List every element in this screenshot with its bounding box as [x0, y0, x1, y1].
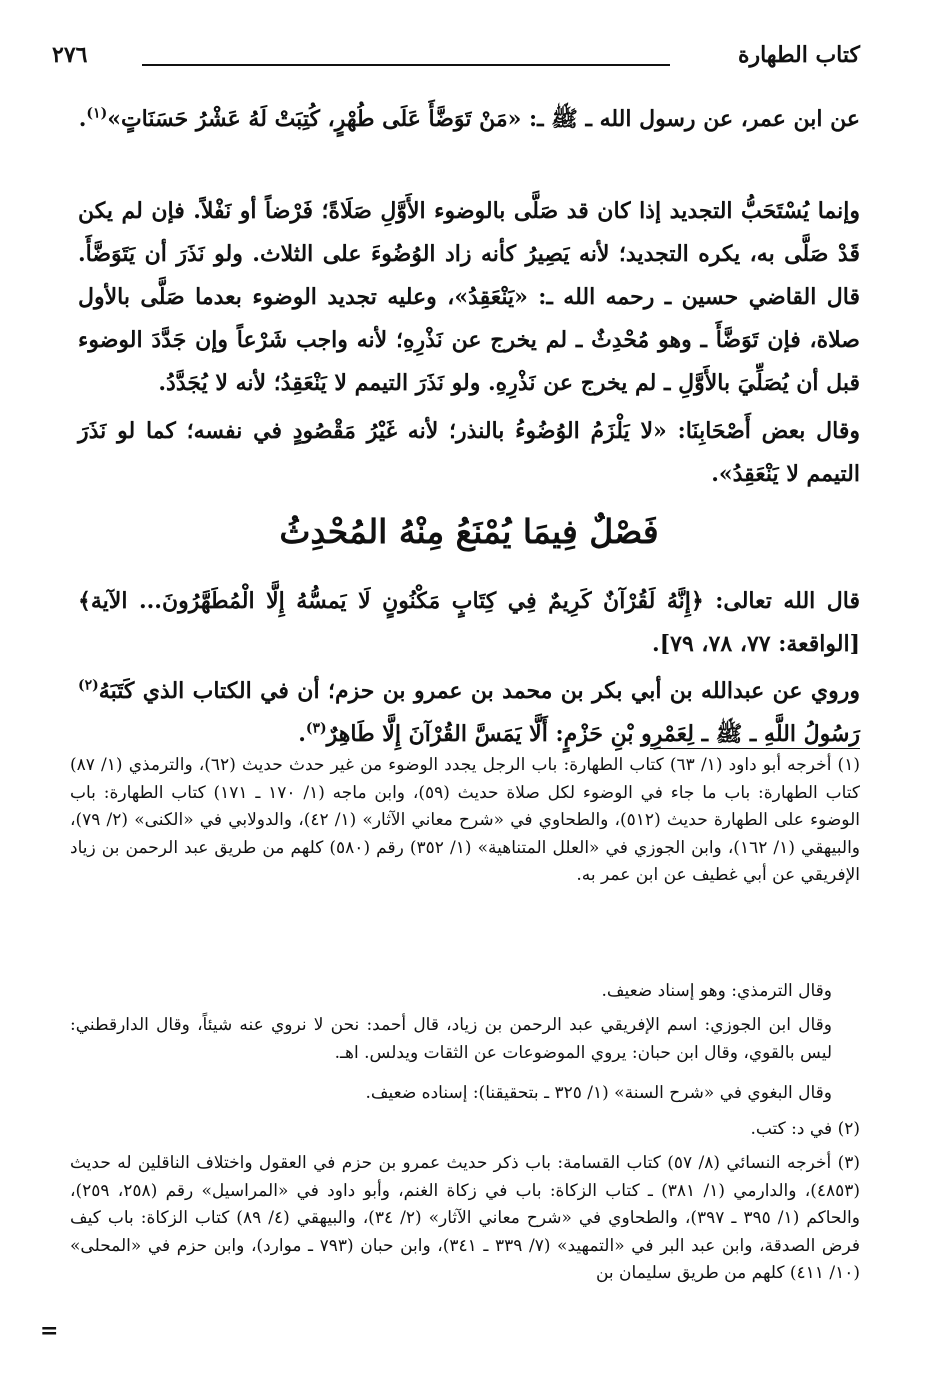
section-title: فَصْلٌ فِيمَا يُمْنَعُ مِنْهُ المُحْدِثُ: [279, 512, 659, 551]
footnote-1: (١) أخرجه أبو داود (١/ ٦٣) كتاب الطهارة: باب الرجل يجدد الوضوء من غير حدث حديث (٦٢)، والترمذي (١/ ٨٧) كتاب الطهارة: باب ما جاء في الوضوء لكل صلاة حديث (٥٩)، وابن ماجه (١/ ١٧٠ ـ ١٧١) كتاب الطهارة: باب الوضوء على الطهارة حديث (٥١٢)، والطحاوي في «شرح معاني الآثار» (١/ ٤٢)، والدولابي في «الكنى» (٢/ ٧٩)، والبيهقي (١/ ١٦٢)، وابن الجوزي في «العلل المتناهية» (١/ ٣٥٢) رقم (٥٨٠) كلهم من طريق عبد الرحمن بن زياد الإفريقي عن أبي غطيف عن ابن عمر به.: [70, 755, 860, 885]
header-rule: [142, 64, 670, 66]
continuation-mark: =: [40, 1318, 59, 1344]
paragraph-renewal: وإنما يُسْتَحَبُّ التجديد إذا كان قد صَلَّى بالوضوء الأَوَّلِ صَلَاةً؛ فَرْضاً أو نَفْلاً. فإن لم يكن قَدْ صَلَّى به، يكره التجديد؛ لأنه يَصِيرُ كأنه زاد الوُضُوءَ على الثلاث. ولو نَذَرَ أن يَتَوَضَّأَ. قال القاضي حسين ـ رحمه الله ـ: «يَنْعَقِدُ»، وعليه تجديد الوضوء بعدما صَلَّى بالأول صلاة، فإن تَوَضَّأَ ـ وهو مُحْدِثٌ ـ لم يخرج عن نَذْرِهِ؛ لأنه واجب شَرْعاً وإن جَدَّدَ الوضوء قبل أن يُصَلِّيَ بالأَوَّلِ ـ لم يخرج عن نَذْرِهِ. ولو نَذَرَ التيمم لا يَنْعَقِدُ؛ لأنه لا يُجَدَّدُ.: [78, 198, 860, 396]
footnote-3: (٣) أخرجه النسائي (٨/ ٥٧) كتاب القسامة: باب ذكر حديث عمرو بن حزم في العقول واختلاف الناقلين له حديث (٤٨٥٣)، والدارمي (١/ ٣٨١) ـ كتاب الزكاة: باب في زكاة الغنم، وأبو داود في «المراسيل» رقم (٢٥٨، ٢٥٩)، والحاكم (١/ ٣٩٥ ـ ٣٩٧)، والطحاوي في «شرح معاني الآثار» (٢/ ٣٤)، والبيهقي (٤/ ٨٩) كتاب الزكاة: باب كيف فرض الصدقة، وابن عبد البر في «التمهيد» (٧/ ٣٣٩ ـ ٣٤١)، وابن حبان (٧٩٣ ـ موارد)، وابن حزم في «المحلى» (١٠/ ٤١١) كلهم من طريق سليمان بن: [70, 1153, 861, 1283]
paragraph-quran-verse: قال الله تعالى: ﴿إِنَّهُ لَقُرْآنٌ كَرِيمٌ فِي كِتَابٍ مَكْنُونٍ لَا يَمسُّهُ إِلَّا الْمُطَهَّرُونَ... الآية﴾ [الواقعة: ٧٧، ٧٨، ٧٩].: [78, 588, 860, 657]
running-title: كتاب الطهارة: [737, 42, 860, 68]
footnote-rule: [650, 748, 860, 749]
footnote-2: (٢) في د: كتب.: [750, 1119, 860, 1139]
footnote-ref-2: (٢): [78, 677, 99, 694]
paragraph-companions: وقال بعض أَصْحَابِنَا: «لا يَلْزَمُ الوُضُوءُ بالنذر؛ لأنه غَيْرُ مَقْصُودٍ في نفسه؛ كما لو نَذَرَ التيمم لا يَنْعَقِدُ».: [78, 418, 860, 487]
footnote-ref-3: (٣): [305, 720, 327, 737]
paragraph-text: عن ابن عمر، عن رسول الله ـ ﷺ ـ: «مَنْ تَوَضَّأَ عَلَى طُهْرٍ، كُتِبَتْ لَهُ عَشْرُ حَسَنَاتٍ»: [107, 106, 860, 132]
page-header: [52, 42, 860, 84]
footnote-1-baghawi: وقال البغوي في «شرح السنة» (١/ ٣٢٥ ـ بتحقيقنا): إسناده ضعيف.: [365, 1083, 832, 1103]
footnote-ref-1: (١): [86, 105, 108, 122]
page-number: ٢٧٦: [52, 42, 88, 68]
footnote-1-tirmidhi: وقال الترمذي: وهو إسناد ضعيف.: [601, 981, 832, 1001]
paragraph-text-b: رَسُولُ اللَّهِ ـ ﷺ ـ لِعَمْرِو بْنِ حَزْمٍ: أَلَّا يَمَسَّ القُرْآنَ إِلَّا طَاهِرٌ: [326, 721, 860, 747]
paragraph-amr-ibn-hazm: وروي عن عبدالله بن أبي بكر بن محمد بن عمرو بن حزم؛ أن في الكتاب الذي كَتَبَهُ$^{(٢)}$ رَسُولُ اللَّهِ ـ ﷺ ـ لِعَمْرِو بْنِ حَزْمٍ: أَلَّا يَمَسَّ القُرْآنَ إِلَّا طَاهِرٌ$^{(٣)}$.: [78, 677, 860, 747]
paragraph-text-a: وروي عن عبدالله بن أبي بكر بن محمد بن عمرو بن حزم؛ أن في الكتاب الذي كَتَبَهُ: [98, 678, 860, 704]
paragraph-hadith-ibn-umar: عن ابن عمر، عن رسول الله ـ ﷺ ـ: «مَنْ تَوَضَّأَ عَلَى طُهْرٍ، كُتِبَتْ لَهُ عَشْرُ حَسَنَاتٍ»$^{(١)}$.: [78, 105, 860, 132]
footnote-1-ibn-jawzi: وقال ابن الجوزي: اسم الإفريقي عبد الرحمن بن زياد، قال أحمد: نحن لا نروي عنه شيئاً، وقال الدارقطني: ليس بالقوي، وقال ابن حبان: يروي الموضوعات عن الثقات ويدلس. اهـ.: [70, 1015, 832, 1063]
